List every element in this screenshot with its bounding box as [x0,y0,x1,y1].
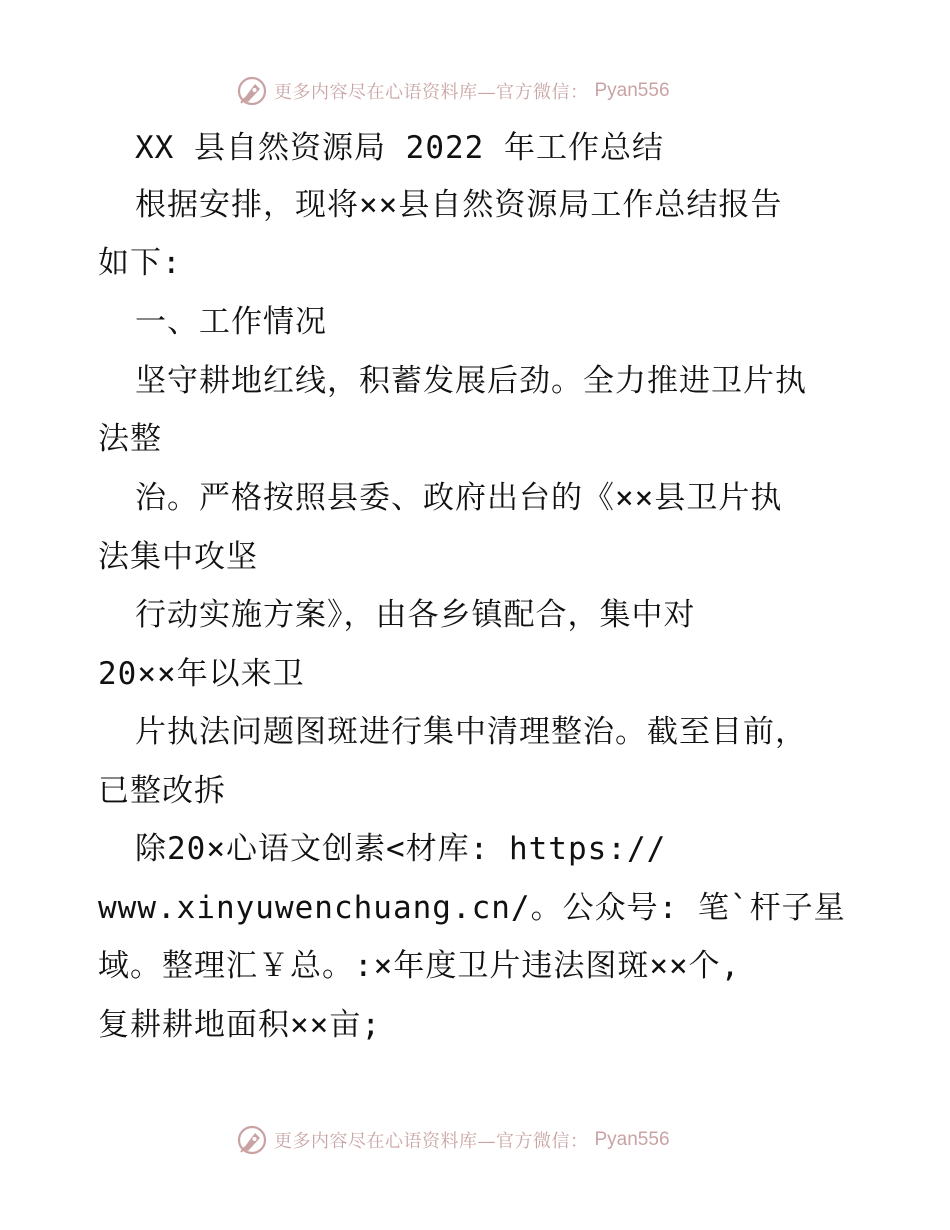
paragraph-line: 法整 [98,421,162,457]
watermark-text: 更多内容尽在心语资料库—官方微信： [274,1131,589,1152]
paragraph-line: 坚守耕地红线，积蓄发展后劲。全力推进卫片执 [135,363,807,399]
paragraph-line: 域。整理汇￥总。:×年度卫片违法图斑××个, [98,948,741,984]
paragraph-line: 除20×心语文创素<材库: https:// [135,831,667,867]
paragraph-line: 已整改拆 [98,773,226,809]
watermark-text: 更多内容尽在心语资料库—官方微信： [274,82,589,103]
paragraph-line: 根据安排，现将××县自然资源局工作总结报告 [135,187,783,223]
paragraph-line: 治。严格按照县委、政府出台的《××县卫片执 [135,480,783,516]
header-watermark [236,73,670,109]
paragraph-line: 20××年以来卫 [98,656,305,692]
paragraph-line: 法集中攻坚 [98,539,258,575]
section-heading: 一、工作情况 [135,304,327,340]
document-title: XX 县自然资源局 2022 年工作总结 [135,130,664,166]
watermark-account: Pyan556 [594,80,670,101]
paragraph-line: 行动实施方案》，由各乡镇配合，集中对 [135,597,696,633]
paragraph-line: 片执法问题图斑进行集中清理整治。截至目前， [135,714,807,750]
watermark-account: Pyan556 [594,1129,670,1150]
pen-nib-logo-icon [236,1124,268,1156]
paragraph-line: 如下: [98,245,182,281]
paragraph-line: 复耕耕地面积××亩; [98,1007,381,1043]
pen-nib-logo-icon [236,75,268,107]
paragraph-line: www.xinyuwenchuang.cn/。公众号: 笔`杆子星 [98,890,846,926]
footer-watermark [236,1122,670,1158]
